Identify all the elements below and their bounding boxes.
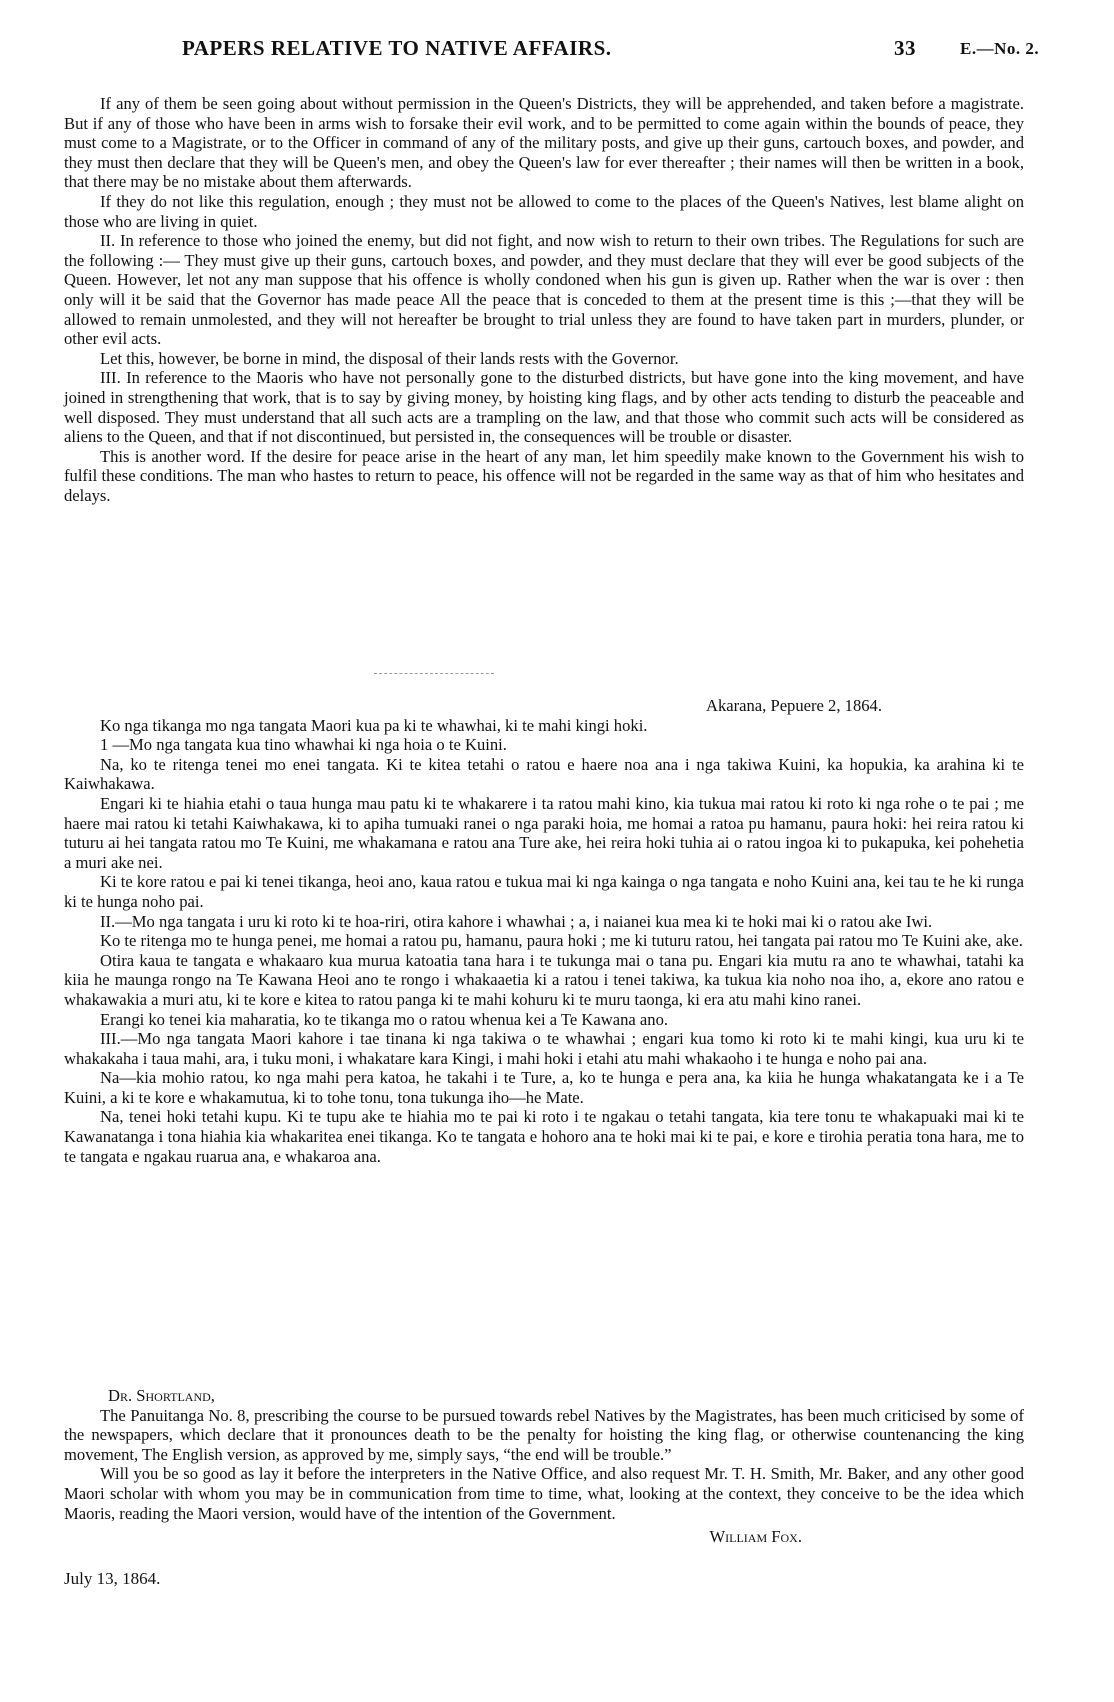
paragraph: Ko nga tikanga mo nga tangata Maori kua pa ki te whawhai, ki te mahi kingi hoki. (100, 715, 648, 735)
paragraph: Let this, however, be borne in mind, the disposal of their lands rests with the Governor. (100, 348, 679, 368)
page-header (64, 36, 1064, 70)
paragraph: 1 —Mo nga tangata kua tino whawhai ki nga hoia o te Kuini. (100, 735, 507, 755)
english-regulations (64, 94, 1024, 505)
dateline: Akarana, Pepuere 2, 1864. (705, 696, 882, 715)
paper-reference: E.—No. 2. (960, 39, 1040, 58)
paragraph: Ko te ritenga mo te hunga penei, me homai a ratou pu, hamanu, paura hoki ; me ki tuturu ratou, hei tangata pai ratou mo Te Kuini ake, ake. (100, 931, 1023, 951)
paragraph: If they do not like this regulation, enough ; they must not be allowed to come to the places of the Queen's Natives, lest blame alight on those who are living in quiet. (64, 191, 1024, 231)
running-title: PAPERS RELATIVE TO NATIVE AFFAIRS. (182, 36, 612, 60)
paragraph: Ki te kore ratou e pai ki tenei tikanga, heoi ano, kaua ratou e tukua mai ki nga kainga o nga tangata e noho Kuini ana, kei tau te he ki runga ki te hunga noho pai. (64, 872, 1024, 911)
paragraph: Will you be so good as lay it before the interpreters in the Native Office, and also request Mr. T. H. Smith, Mr. Baker, and any other good Maori scholar with whom you may be in communication from time to time, what, looking at the context, they conceive to be the idea which Maoris, reading the Maori version, would have of the intention of the Government. (64, 1464, 1024, 1523)
paragraph: II. In reference to those who joined the enemy, but did not fight, and now wish to return to their own tribes. The Regulations for such are the following :— They must give up their guns, cartouch boxes, and powder, and they must declare that they will ever be good subjects of the Queen. However, let not any man suppose that his offence is wholly condoned when his gun is given up. Rather when the war is over : then only will it be said that the Governor has made peace All the peace that is conceded to them at the present time is this ;—that they will be allowed to remain unmolested, and they will not hereafter be brought to trial unless they are found to have taken part in murders, plunder, or other evil acts. (64, 231, 1024, 349)
paragraph: III.—Mo nga tangata Maori kahore i tae tinana ki nga takiwa o te whawhai ; engari kua tomo ki roto ki te mahi kingi, kua uru ki te whakakaha i taua mahi, ara, i tuku moni, i whakatare kara Kingi, i mahi hoki i etahi atu mahi whakaoho i te hunga e noho pai ana. (64, 1029, 1024, 1068)
paragraph: If any of them be seen going about without permission in the Queen's Districts, they will be apprehended, and taken before a magistrate. But if any of those who have been in arms wish to forsake their evil work, and to be permitted to come again within the bounds of peace, they must come to a Magistrate, or to the Officer in command of any of the military posts, and give up their guns, cartouch boxes, and powder, and they must then declare that they will be Queen's men, and obey the Queen's law for ever thereafter ; their names will then be written in a book, that there may be no mistake about them afterwards. (64, 94, 1024, 192)
section-divider (374, 673, 494, 674)
paragraph: The Panuitanga No. 8, prescribing the course to be pursued towards rebel Natives by the Magistrates, has been much criticised by some of the newspapers, which declare that it pronounces death to be the penalty for hoisting the king flag, or otherwise countenancing the king movement, The English version, as approved by me, simply says, “the end will be trouble.” (64, 1405, 1024, 1464)
paragraph: Na—kia mohio ratou, ko nga mahi pera katoa, he takahi i te Ture, a, ko te hunga e pera ana, ka kiia he hunga whakatangata ke i a Te Kuini, a ki te kore e whakamutua, ki to tohe tonu, tona tukunga iho—he Mate. (64, 1068, 1024, 1107)
paragraph: II.—Mo nga tangata i uru ki roto ki te hoa-riri, otira kahore i whawhai ; a, i naianei kua mea ki te hoki mai ki o ratou ake Iwi. (100, 911, 933, 931)
paragraph: This is another word. If the desire for peace arise in the heart of any man, let him speedily make known to the Government his wish to fulfil these conditions. The man who hastes to return to peace, his offence will not be regarded in the same way as that of him who hesitates and delays. (64, 446, 1024, 505)
paragraph: Engari ki te hiahia etahi o taua hunga mau patu ki te whakarere i ta ratou mahi kino, kia tukua mai ratou ki roto ki nga rohe o te pai ; me haere mai ratou ki tetahi Kaiwhakawa, ki to apiha tumuaki ranei o nga paraki hoia, me homai a ratoa pu hamanu, paura hoki: hei reira ratou ki tuturu ai hei tangata ratou mo Te Kuini, me whakamana e ratou ana Ture ake, hei reira hoki tuhia ai o ratou ingoa ki to pukapuka, kei pohehetia a muri ake nei. (64, 793, 1024, 872)
letter-signature: William Fox. (709, 1527, 802, 1547)
paragraph: Erangi ko tenei kia maharatia, ko te tikanga mo o ratou whenua kei a Te Kawana ano. (100, 1009, 669, 1029)
paragraph: Na, tenei hoki tetahi kupu. Ki te tupu ake te hiahia mo te pai ki roto i te ngakau o tetahi tangata, kia tere tonu te whakapuaki mai ki te Kawanatanga i tona hiahia kia whakaritea enei tikanga. Ko te tangata e hohoro ana te hoki mai ki te pai, e kore e tirohia peratia tona hara, me to te tangata e ngakau ruarua ana, e whakaroa ana. (64, 1107, 1024, 1166)
page-number: 33 (894, 36, 916, 60)
letter-salutation: Dr. Shortland, (108, 1386, 215, 1405)
letter-to-shortland (64, 1386, 1024, 1588)
letter-date: July 13, 1864. (64, 1568, 161, 1588)
maori-regulations (64, 696, 1024, 1166)
paragraph: Otira kaua te tangata e whakaaro kua murua katoatia tana hara i te tukunga mai o tana pu. Engari kia mutu ra ano te whawhai, tatahi ka kiia he maunga rongo na Te Kawana Heoi ano te rongo i whakaaetia ki a ratou i tenei takiwa, ka tukua kia noho noa iho, a, ekore ano ratou e whakawakia a muri atu, ki te kore e kitea to ratou panga ki te mahi kohuru ki te muru taonga, ki era atu mahi kino ranei. (64, 950, 1024, 1009)
paragraph: III. In reference to the Maoris who have not personally gone to the disturbed districts, but have gone into the king movement, and have joined in strengthening that work, that is to say by giving money, by hoisting king flags, and by other acts tending to disturb the peaceable and well disposed. They must understand that all such acts are a trampling on the law, and that those who commit such acts will be considered as aliens to the Queen, and that if not discontinued, but persisted in, the consequences will be trouble or disaster. (64, 368, 1024, 447)
paragraph: Na, ko te ritenga tenei mo enei tangata. Ki te kitea tetahi o ratou e haere noa ana i nga takiwa Kuini, ka hopukia, ka arahina ki te Kaiwhakawa. (64, 754, 1024, 794)
